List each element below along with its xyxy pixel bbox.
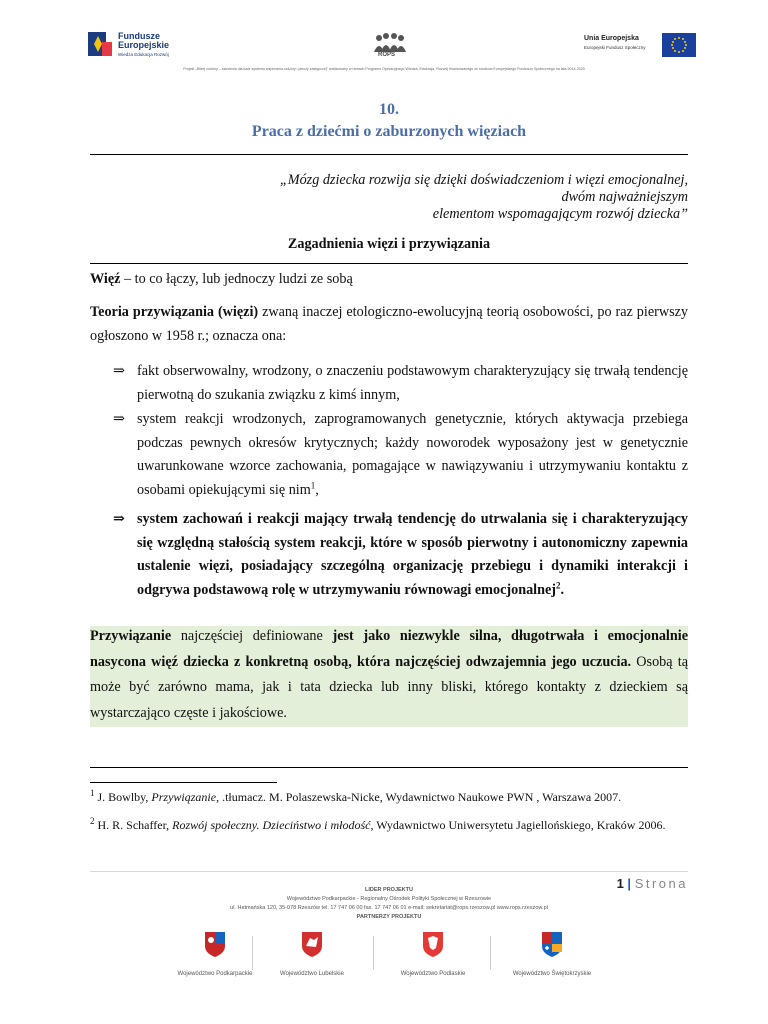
rops-logo [370,30,410,62]
region-name: Województwo Świętokrzyskie [512,971,592,977]
theory-paragraph [90,301,688,348]
arrow-icon: ⇒ [113,363,125,379]
chapter-number: 10. [379,101,399,118]
bullet-text [137,408,688,502]
quote-line: „Mózg dziecka rozwija się dzięki doświadczeniom i więzi emocjonalnej, [279,172,688,188]
footer-divider [90,871,688,872]
leader-name: Województwo Podkarpackie - Regionalny Ośrodek Polityki Społecznej w Rzeszowie [286,896,492,902]
footnote-number: 1 [90,788,95,798]
eu-subtitle: Europejski Fundusz Społeczny [584,45,646,50]
quote-line: dwóm najważniejszym [561,189,688,205]
region-separator [373,936,374,970]
footnote-separator [90,782,277,783]
bullet-tail: . [560,581,565,598]
eu-title: Unia Europejska [584,35,639,42]
arrow-icon: ⇒ [113,511,125,527]
chapter-title: Praca z dziećmi o zaburzonych więziach [251,123,527,140]
partner-swietokrzyskie [497,930,607,977]
partners-label: PARTNERZY PROJEKTU [356,914,422,920]
footnote [90,818,688,833]
theory-text: zwaną inaczej etologiczno-ewolucyjną teorią osobowości, po raz pierwszy ogłoszono w 1958 r.; oznacza ona: [90,304,689,344]
footnote-ref: 1 [310,479,316,490]
title-divider [90,154,688,155]
attachment-term: Przywiązanie [90,628,172,644]
footnote-number: 2 [90,816,95,826]
fundusze-europejskie-logo [86,30,176,64]
swietokrzyskie-coat-icon [540,930,564,958]
attachment-bold: jest jako niezwykle silna, długotrwała i emocjonalnie nasycona więź dziecka z konkretną osobą, która najczęściej odwzajemnia jego uczucia. [90,628,689,670]
podlaskie-coat-icon [421,930,445,958]
project-info-line: Projekt „Bliżej rodziny – szkolenia dla kadr systemu wspierania rodziny i pieczy zastępczej” realizowany w ramach Programu Operacyjnego Wiedza, Edukacja, Rozwój finansowanego ze środków Europejskiego Funduszu Społecznego na lata 2014-2020 [183,67,585,71]
footnote-text: H. R. Schaffer, [94,818,173,832]
attachment-mid: najczęściej definiowane [171,628,333,644]
bullet-body: system reakcji wrodzonych, zaprogramowanych genetycznie, których aktywacja przebiega podczas pewnych okresów krytycznych; każdy noworodek wyposażony jest w genetycznie uwarunkowane wzorce zachowania, pomagające w nawiązywaniu i utrzymywaniu kontaktu z osobami opiekującymi się nim [137,411,688,498]
footnote-text: , Wydawnictwo Uniwersytetu Jagiellońskiego, Kraków 2006. [370,818,666,832]
partner-podkarpackie [160,930,270,977]
eu-flag-icon [662,33,696,57]
section-heading: Zagadnienia więzi i przywiązania [287,236,491,252]
footnote-italic: Przywiązanie, [151,790,220,804]
partner-podlaskie [378,930,488,977]
content-end-divider [90,767,688,768]
arrow-icon: ⇒ [113,411,125,427]
rops-logo-text: ROPS [378,52,396,58]
bullet-item [113,408,688,502]
partner-lubelskie [257,930,367,977]
fe-star-icon [86,30,114,60]
podkarpackie-coat-icon [203,930,227,958]
bullet-item [113,360,688,407]
footnote-text: .tłumacz. M. Polaszewska-Nicke, Wydawnictwo Naukowe PWN , Warszawa 2007. [219,790,622,804]
page-word: Strona [634,876,688,891]
epigraph-quote [128,172,688,223]
page-number: 1 [616,876,624,891]
bullet-item [113,508,688,602]
eu-logo [584,33,696,59]
footnote-ref: 2 [556,579,561,590]
leader-label: LIDER PROJEKTU [365,887,413,893]
fe-logo-subtitle: Wiedza Edukacja Rozwój [118,52,169,57]
quote-line: elementom wspomagającym rozwój dziecka” [432,206,688,222]
region-separator [252,936,253,970]
page-separator: | [627,876,632,891]
footnote-italic: Rozwój społeczny. Dzieciństwo i młodość [172,818,371,832]
theory-term: Teoria przywiązania (więzi) [90,304,259,320]
bullet-text [137,508,688,602]
leader-address: ul. Hetmańska 120, 35-078 Rzeszów tel. 17 747 06 00 fax. 17 747 06 01 e-mail: sekretariat@rops.rzeszow.pl www.rops.rzeszow.pl [230,905,548,911]
wiez-definition [90,268,688,292]
footnote-text: J. Bowlby, [94,790,152,804]
section-divider [90,263,688,264]
region-separator [490,936,491,970]
region-name: Województwo Lubelskie [280,971,344,977]
bullet-text: fakt obserwowalny, wrodzony, o znaczeniu podstawowym charakteryzujący się trwałą tendencję pierwotną do szukania związku z kimś innym, [137,363,688,403]
attachment-rest: Osobą tą może być zarówno mama, jak i tata dziecka lub inny bliski, którego kontakty z dzieckiem są wystarczająco częste i jakościowe. [90,653,688,721]
lubelskie-coat-icon [300,930,324,958]
footnote [90,790,688,805]
wiez-term: Więź [90,271,121,287]
wiez-def-text: – to co łączy, lub jednoczy ludzi ze sobą [120,271,353,287]
bullet-tail: , [315,481,319,498]
region-name: Województwo Podkarpackie [177,971,253,977]
region-name: Województwo Podlaskie [400,971,466,977]
attachment-paragraph [90,624,688,726]
bullet-body: system zachowań i reakcji mający trwałą tendencję do utrwalania się i charakteryzujący się względną stałością system reakcji, które w sposób pierwotny i autonomiczny zapewnia ustalenie więzi, posiadający szczególną organizację przebiegu i dynamiki interakcji i odgrywa podstawową rolę w utrzymywaniu równowagi emocjonalnej [137,511,688,598]
fe-logo-title: Fundusze Europejskie [118,31,170,50]
